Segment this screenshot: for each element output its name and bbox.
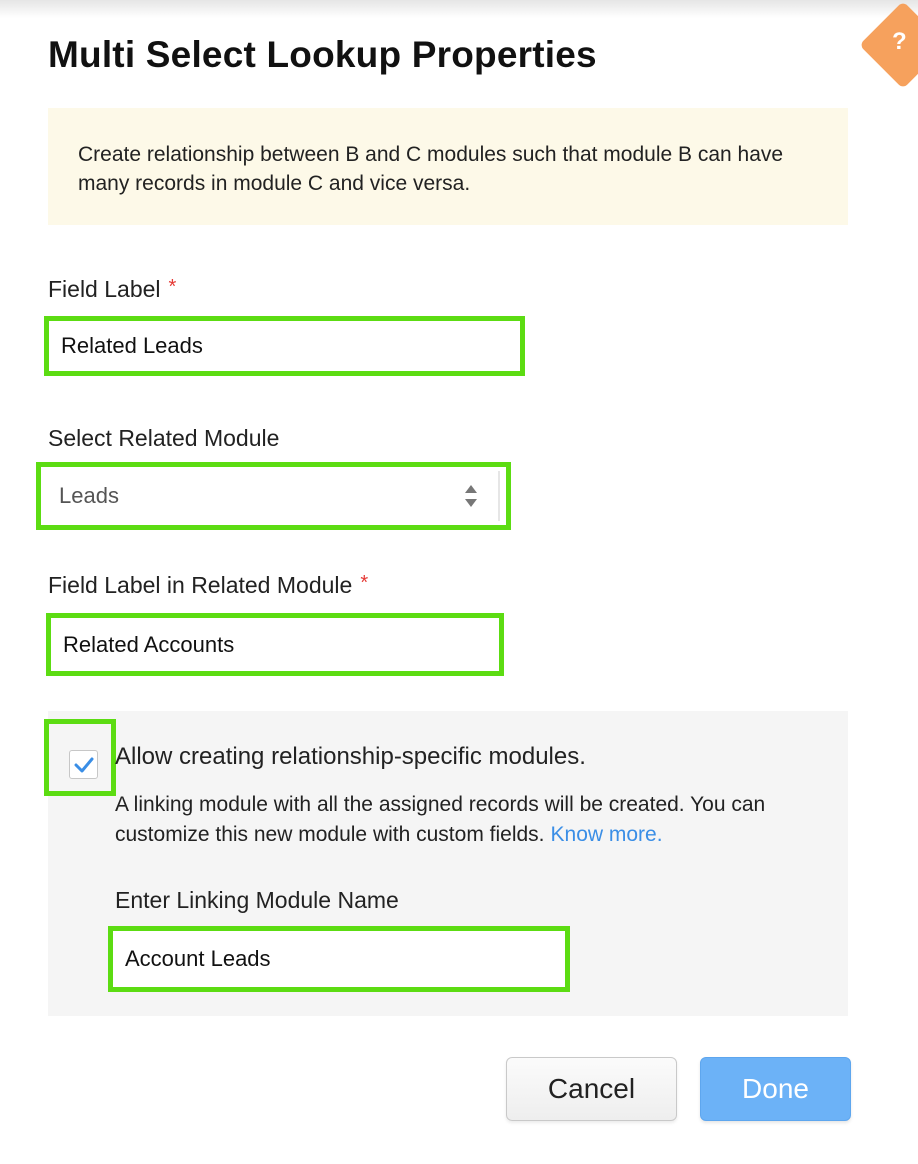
relationship-checkbox-highlight	[44, 719, 116, 796]
linking-module-value: Account Leads	[125, 946, 271, 971]
linking-module-label	[115, 887, 399, 914]
sort-arrows-icon	[464, 484, 478, 508]
related-module-label-text: Select Related Module	[48, 425, 280, 451]
related-module-label	[48, 425, 279, 452]
done-button[interactable]: Done	[700, 1057, 851, 1121]
linking-module-input[interactable]	[108, 926, 570, 992]
relationship-checkbox[interactable]	[69, 750, 98, 779]
field-label-label	[48, 276, 176, 303]
related-field-label-text: Field Label in Related Module	[48, 572, 353, 598]
info-banner	[48, 108, 848, 225]
related-module-value: Leads	[59, 483, 119, 508]
relationship-description	[115, 790, 835, 850]
related-field-label-value: Related Accounts	[63, 631, 235, 657]
related-module-select[interactable]	[36, 462, 511, 530]
field-label-input[interactable]	[44, 316, 525, 376]
required-mark: *	[360, 572, 369, 594]
dialog-title: Multi Select Lookup Properties	[48, 34, 597, 75]
field-label-text: Field Label	[48, 276, 161, 302]
know-more-link[interactable]: Know more.	[550, 823, 663, 846]
help-icon[interactable]: ?	[892, 28, 907, 55]
dialog-top-shadow	[0, 0, 918, 18]
relationship-checkbox-label[interactable]: Allow creating relationship-specific modules.	[115, 743, 586, 770]
linking-module-label-text: Enter Linking Module Name	[115, 887, 399, 913]
related-field-label-label	[48, 572, 368, 599]
info-text: Create relationship between B and C modules such that module B can have many records in module C and vice versa.	[78, 143, 784, 195]
select-divider	[498, 471, 500, 521]
cancel-button[interactable]: Cancel	[506, 1057, 677, 1121]
field-label-value: Related Leads	[61, 333, 203, 358]
relationship-description-text: A linking module with all the assigned records will be created. You can customize this new module with custom fields.	[115, 793, 766, 846]
related-field-label-input[interactable]	[46, 613, 504, 676]
required-mark: *	[168, 276, 177, 298]
checkmark-icon	[74, 756, 94, 774]
